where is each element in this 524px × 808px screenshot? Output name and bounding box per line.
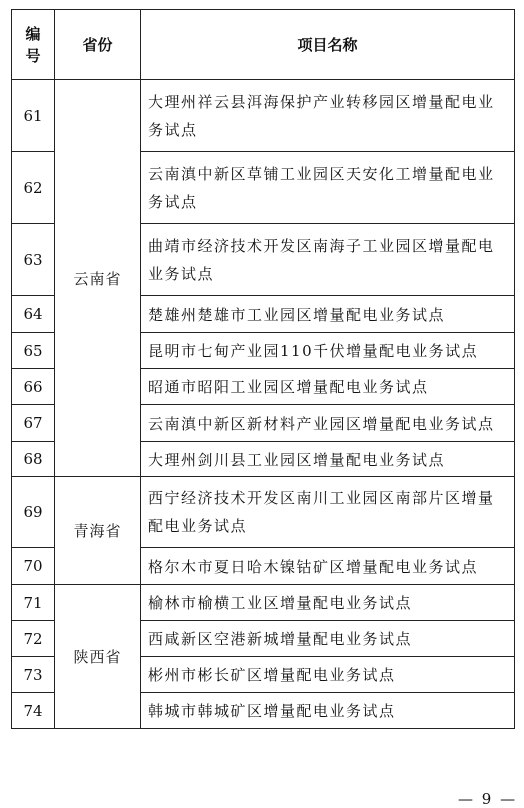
- row-number: 70: [12, 548, 55, 585]
- table-row: [12, 80, 515, 152]
- project-name: 格尔木市夏日哈木镍钴矿区增量配电业务试点: [141, 548, 515, 585]
- row-number: 64: [12, 296, 55, 333]
- project-name: 昭通市昭阳工业园区增量配电业务试点: [141, 369, 515, 405]
- project-name: 彬州市彬长矿区增量配电业务试点: [141, 657, 515, 693]
- row-number: 69: [12, 477, 55, 548]
- row-number: 73: [12, 657, 55, 693]
- table-body: [12, 80, 515, 729]
- row-number: 67: [12, 405, 55, 442]
- row-number: 71: [12, 585, 55, 621]
- table-row: [12, 585, 515, 621]
- row-number: 66: [12, 369, 55, 405]
- project-name: 昆明市七甸产业园110千伏增量配电业务试点: [141, 333, 515, 369]
- province-cell: 陕西省: [55, 585, 141, 729]
- project-name: 楚雄州楚雄市工业园区增量配电业务试点: [141, 296, 515, 333]
- project-name: 榆林市榆横工业区增量配电业务试点: [141, 585, 515, 621]
- project-name: 西咸新区空港新城增量配电业务试点: [141, 621, 515, 657]
- row-number: 63: [12, 224, 55, 296]
- row-number: 65: [12, 333, 55, 369]
- header-province: 省份: [55, 10, 141, 80]
- table-row: [12, 477, 515, 548]
- province-cell: 云南省: [55, 80, 141, 477]
- header-number-line2: 号: [25, 46, 41, 65]
- row-number: 68: [12, 442, 55, 477]
- project-name: 大理州剑川县工业园区增量配电业务试点: [141, 442, 515, 477]
- row-number: 61: [12, 80, 55, 152]
- page-number: — 9 —: [458, 790, 518, 808]
- row-number: 72: [12, 621, 55, 657]
- project-name: 云南滇中新区草铺工业园区天安化工增量配电业务试点: [141, 152, 515, 224]
- project-table: [11, 9, 515, 729]
- project-name: 韩城市韩城矿区增量配电业务试点: [141, 693, 515, 729]
- project-name: 云南滇中新区新材料产业园区增量配电业务试点: [141, 405, 515, 442]
- table-header-row: [12, 10, 515, 80]
- header-number-line1: 编: [25, 24, 41, 43]
- header-project-name: 项目名称: [141, 10, 515, 80]
- project-name: 曲靖市经济技术开发区南海子工业园区增量配电业务试点: [141, 224, 515, 296]
- header-number: [12, 10, 55, 80]
- province-cell: 青海省: [55, 477, 141, 585]
- row-number: 62: [12, 152, 55, 224]
- row-number: 74: [12, 693, 55, 729]
- project-name: 大理州祥云县洱海保护产业转移园区增量配电业务试点: [141, 80, 515, 152]
- project-name: 西宁经济技术开发区南川工业园区南部片区增量配电业务试点: [141, 477, 515, 548]
